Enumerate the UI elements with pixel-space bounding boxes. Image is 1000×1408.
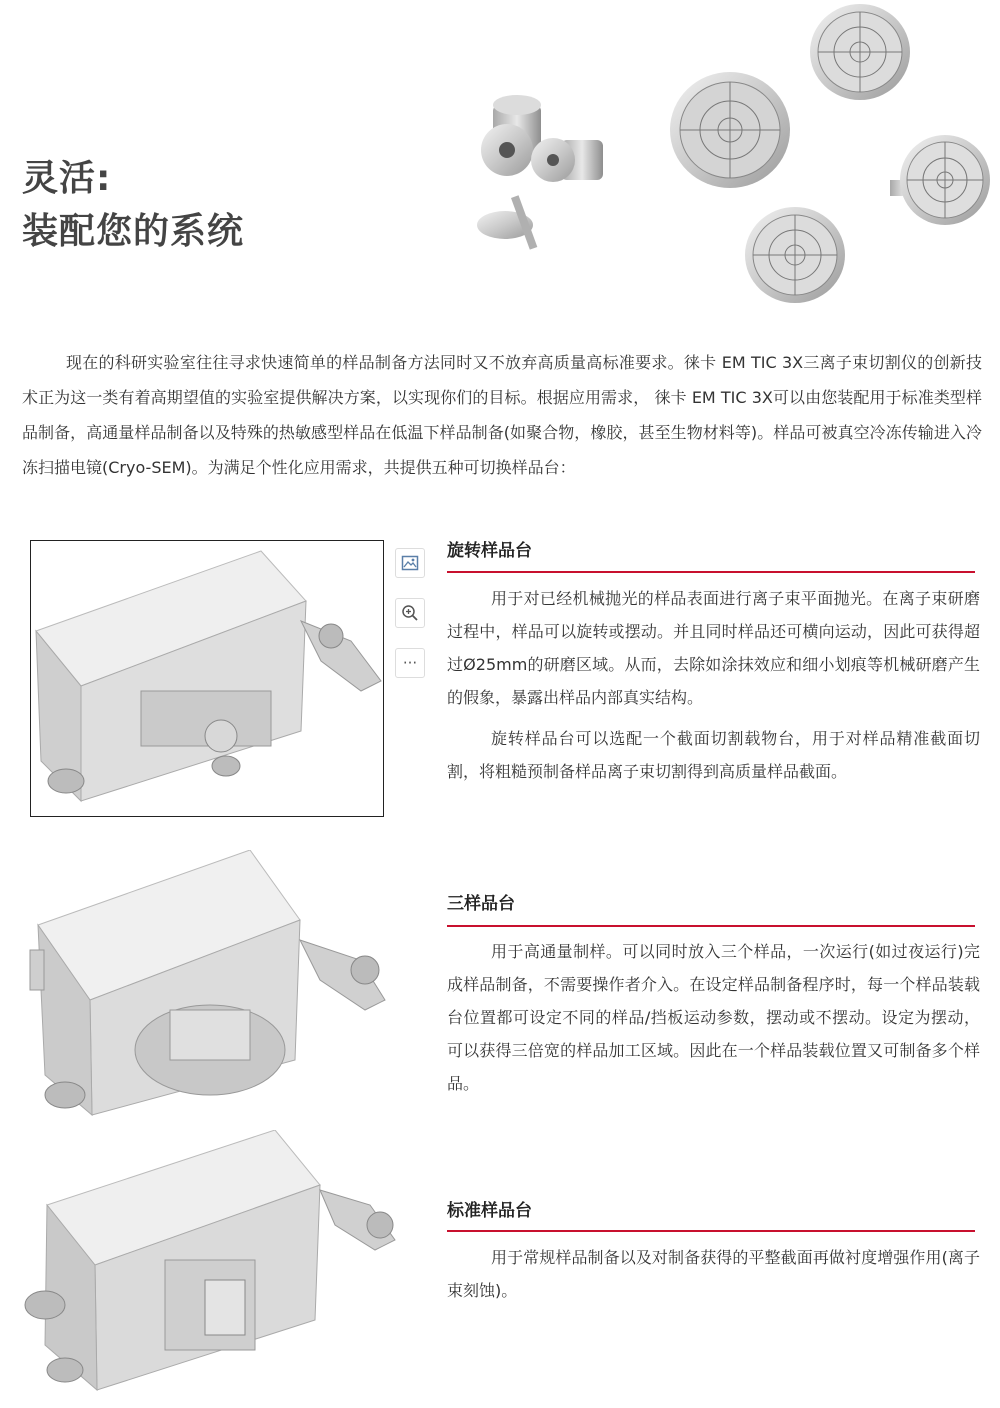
rotary-stage-image-frame[interactable]: [30, 540, 384, 817]
section-rule-standard: [447, 1230, 975, 1232]
heading-line-2: 装配您的系统: [22, 211, 245, 252]
triple-stage-photo: [20, 850, 390, 1125]
section-rule-triple: [447, 925, 975, 927]
section-title-standard: 标准样品台: [447, 1201, 532, 1221]
section-title-rotary: 旋转样品台: [447, 541, 532, 561]
heading-line-1: 灵活:: [22, 158, 112, 199]
section-rule-rotary: [447, 571, 975, 573]
section-paragraph-standard-1: 用于常规样品制备以及对制备获得的平整截面再做衬度增强作用(离子束刻蚀)。: [447, 1248, 980, 1300]
image-icon: [401, 554, 419, 572]
section-title-triple: 三样品台: [447, 894, 515, 914]
intro-paragraph: 现在的科研实验室往往寻求快速简单的样品制备方法同时又不放弃高质量高标准要求。徕卡 EM TIC 3X三离子束切割仪的创新技术正为这一类有着高期望值的实验室提供解决方案，以实现你们的目标。根据应用需求， 徕卡 EM TIC 3X可以由您装配用于标准类型样品制备，高通量样品制备以及特殊的热敏感型样品在低温下样品制备(如聚合物，橡胶，甚至生物材料等)。样品可被真空冷冻传输进入冷冻扫描电镜(Cryo-SEM)。为满足个性化应用需求，共提供五种可切换样品台：: [22, 353, 982, 477]
section-paragraph-rotary-2: 旋转样品台可以选配一个截面切割载物台，用于对样品精准截面切割，将粗糙预制备样品离子束切割得到高质量样品截面。: [447, 729, 980, 781]
rotary-stage-photo: [31, 541, 383, 816]
section-paragraph-rotary-1: 用于对已经机械抛光的样品表面进行离子束平面抛光。在离子束研磨过程中，样品可以旋转或摆动。并且同时样品还可横向运动，因此可获得超过Ø25mm的研磨区域。从而，去除如涂抹效应和细小划痕等机械研磨产生的假象，暴露出样品内部真实结构。: [447, 589, 980, 707]
image-view-button[interactable]: [395, 548, 425, 578]
zoom-button[interactable]: [395, 598, 425, 628]
more-options-button[interactable]: [395, 648, 425, 678]
more-icon: ···: [402, 654, 418, 672]
sample-stubs-photo: [465, 0, 1000, 325]
zoom-in-icon: [401, 604, 419, 622]
section-paragraph-triple-1: 用于高通量制样。可以同时放入三个样品，一次运行(如过夜运行)完成样品制备，不需要操作者介入。在设定样品制备程序时，每一个样品装载台位置都可设定不同的样品/挡板运动参数，摆动或不摆动。设定为摆动，可以获得三倍宽的样品加工区域。因此在一个样品装载位置又可制备多个样品。: [447, 942, 980, 1093]
standard-stage-photo: [15, 1130, 400, 1400]
